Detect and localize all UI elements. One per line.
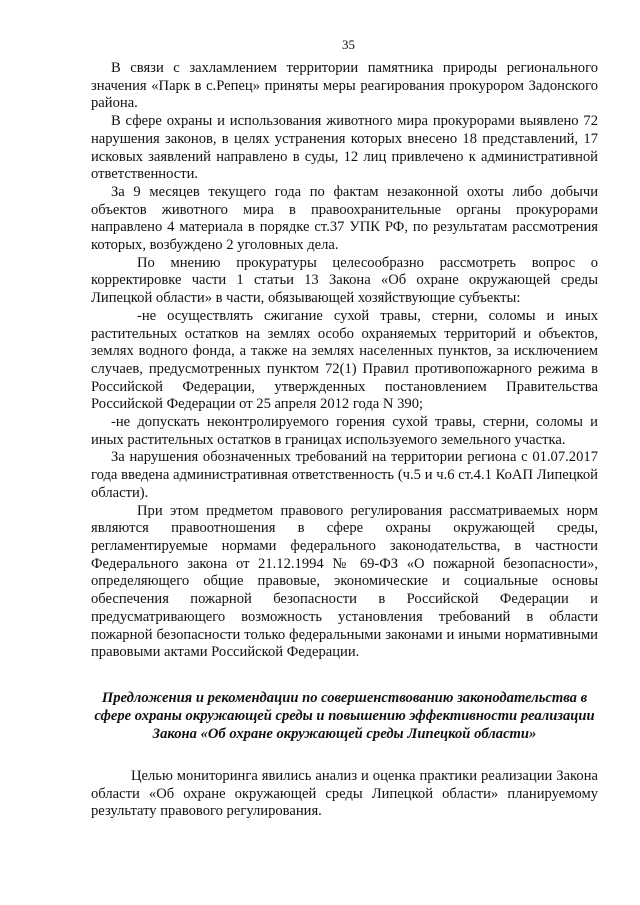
page-number: 35 bbox=[342, 37, 355, 52]
paragraph-monitoring-goal: Целью мониторинга явились анализ и оценка практики реализации Закона области «Об охране окружающей среды Липецкой области» планируемому результату правового регулирования. bbox=[91, 767, 598, 820]
paragraph-legal-regulation: При этом предметом правового регулирования рассматриваемых норм являются правоотношения в сфере охраны окружающей среды, регламентируемые нормами федерального законодательства, в частности Федерального закона от 21.12.1994 № 69-ФЗ «О пожарной безопасности», определяющего общие правовые, экономические и социальные основы обеспечения пожарной безопасности в Российской Федерации и предусматривающего возможность установления требований в области пожарной безопасности только федеральными законами и иными нормативными правовыми актами Российской Федерации. bbox=[91, 502, 598, 661]
paragraph-wildlife-violations: В сфере охраны и использования животного мира прокурорами выявлено 72 нарушения законов, в целях устранения которых внесено 18 представлений, 17 исковых заявлений направлено в суды, 12 лиц привлечено к административной ответственности. bbox=[91, 113, 598, 183]
paragraph-illegal-hunting: За 9 месяцев текущего года по фактам незаконной охоты либо добычи объектов животного мира в правоохранительные органы прокурорами направлено 4 материала в порядке ст.37 УПК РФ, по результатам рассмотрения которых, возбуждено 2 уголовных дела. bbox=[91, 183, 598, 254]
paragraph-no-uncontrolled-fire: -не допускать неконтролируемого горения сухой травы, стерни, соломы и иных растительных остатков в границах используемого земельного участка. bbox=[91, 414, 598, 448]
paragraph-no-burning: -не осуществлять сжигание сухой травы, стерни, соломы и иных растительных остатков на землях особо охраняемых территорий и объектов, землях водного фонда, а также на землях населенных пунктов, за исключением случаев, предусмотренных пунктом 72(1) Правил противопожарного режима в Российской Федерации, утвержденных постановлением Правительства Российской Федерации от 25 апреля 2012 года N 390; bbox=[91, 307, 598, 413]
paragraph-park-repets: В связи с захламлением территории памятника природы регионального значения «Парк в с.Репец» приняты меры реагирования прокурором Задонского района. bbox=[91, 60, 598, 112]
section-heading: Предложения и рекомендации по совершенствованию законодательства в сфере охраны окружающей среды и повышению эффективности реализации Закона «Об охране окружающей среды Липецкой области» bbox=[94, 689, 595, 742]
paragraph-prosecutor-opinion: По мнению прокуратуры целесообразно рассмотреть вопрос о корректировке части 1 статьи 13 Закона «Об охране окружающей среды Липецкой области» в части, обязывающей хозяйствующие субъекты: bbox=[91, 254, 598, 307]
paragraph-administrative-liability: За нарушения обозначенных требований на территории региона с 01.07.2017 года введена административная ответственность (ч.5 и ч.6 ст.4.1 КоАП Липецкой области). bbox=[91, 449, 598, 501]
